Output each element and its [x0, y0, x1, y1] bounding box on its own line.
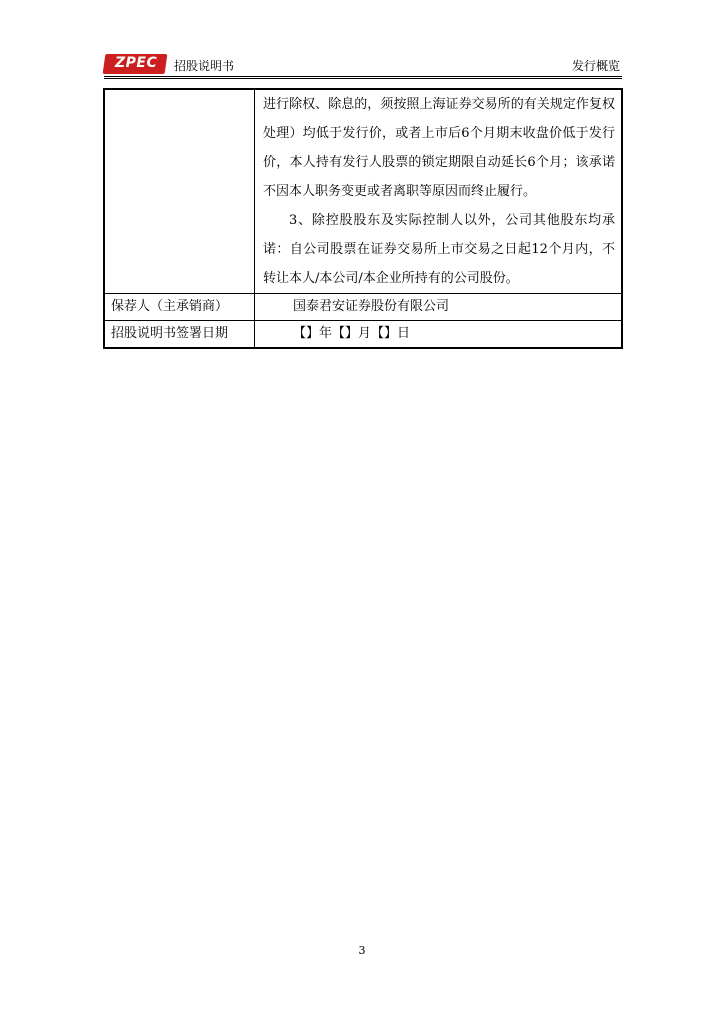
document-title: 招股说明书 [174, 59, 235, 73]
row-value [255, 294, 623, 321]
table-row [104, 294, 622, 321]
header-divider [104, 76, 622, 77]
row-label: 保荐人（主承销商） [104, 294, 255, 321]
table-row [104, 89, 622, 294]
paragraph: 进行除权、除息的，须按照上海证券交易所的有关规定作复权处理）均低于发行价，或者上市后6个月期末收盘价低于发行价，本人持有发行人股票的锁定期限自动延长6个月；该承诺不因本人职务变更或者离职等原因而终止履行。 [263, 97, 615, 199]
offering-overview-table [103, 88, 623, 349]
table-row [104, 321, 622, 349]
row-value [255, 321, 623, 349]
empty-label-cell [104, 89, 255, 294]
section-title: 发行概览 [571, 59, 620, 73]
row-label: 招股说明书签署日期 [104, 321, 255, 349]
sponsor-name: 国泰君安证券股份有限公司 [293, 299, 450, 314]
page-header [104, 52, 622, 76]
signing-date: 【】年【】月【】日 [293, 326, 411, 341]
header-divider-secondary [104, 78, 622, 79]
company-logo [103, 54, 168, 74]
lockup-commitment-cell [255, 89, 623, 294]
paragraph: 3、除控股股东及实际控制人以外，公司其他股东均承诺：自公司股票在证券交易所上市交易之日起12个月内，不转让本人/本公司/本企业所持有的公司股份。 [263, 213, 615, 286]
logo-text: ZPEC [115, 55, 158, 71]
page-number: 3 [358, 944, 366, 957]
